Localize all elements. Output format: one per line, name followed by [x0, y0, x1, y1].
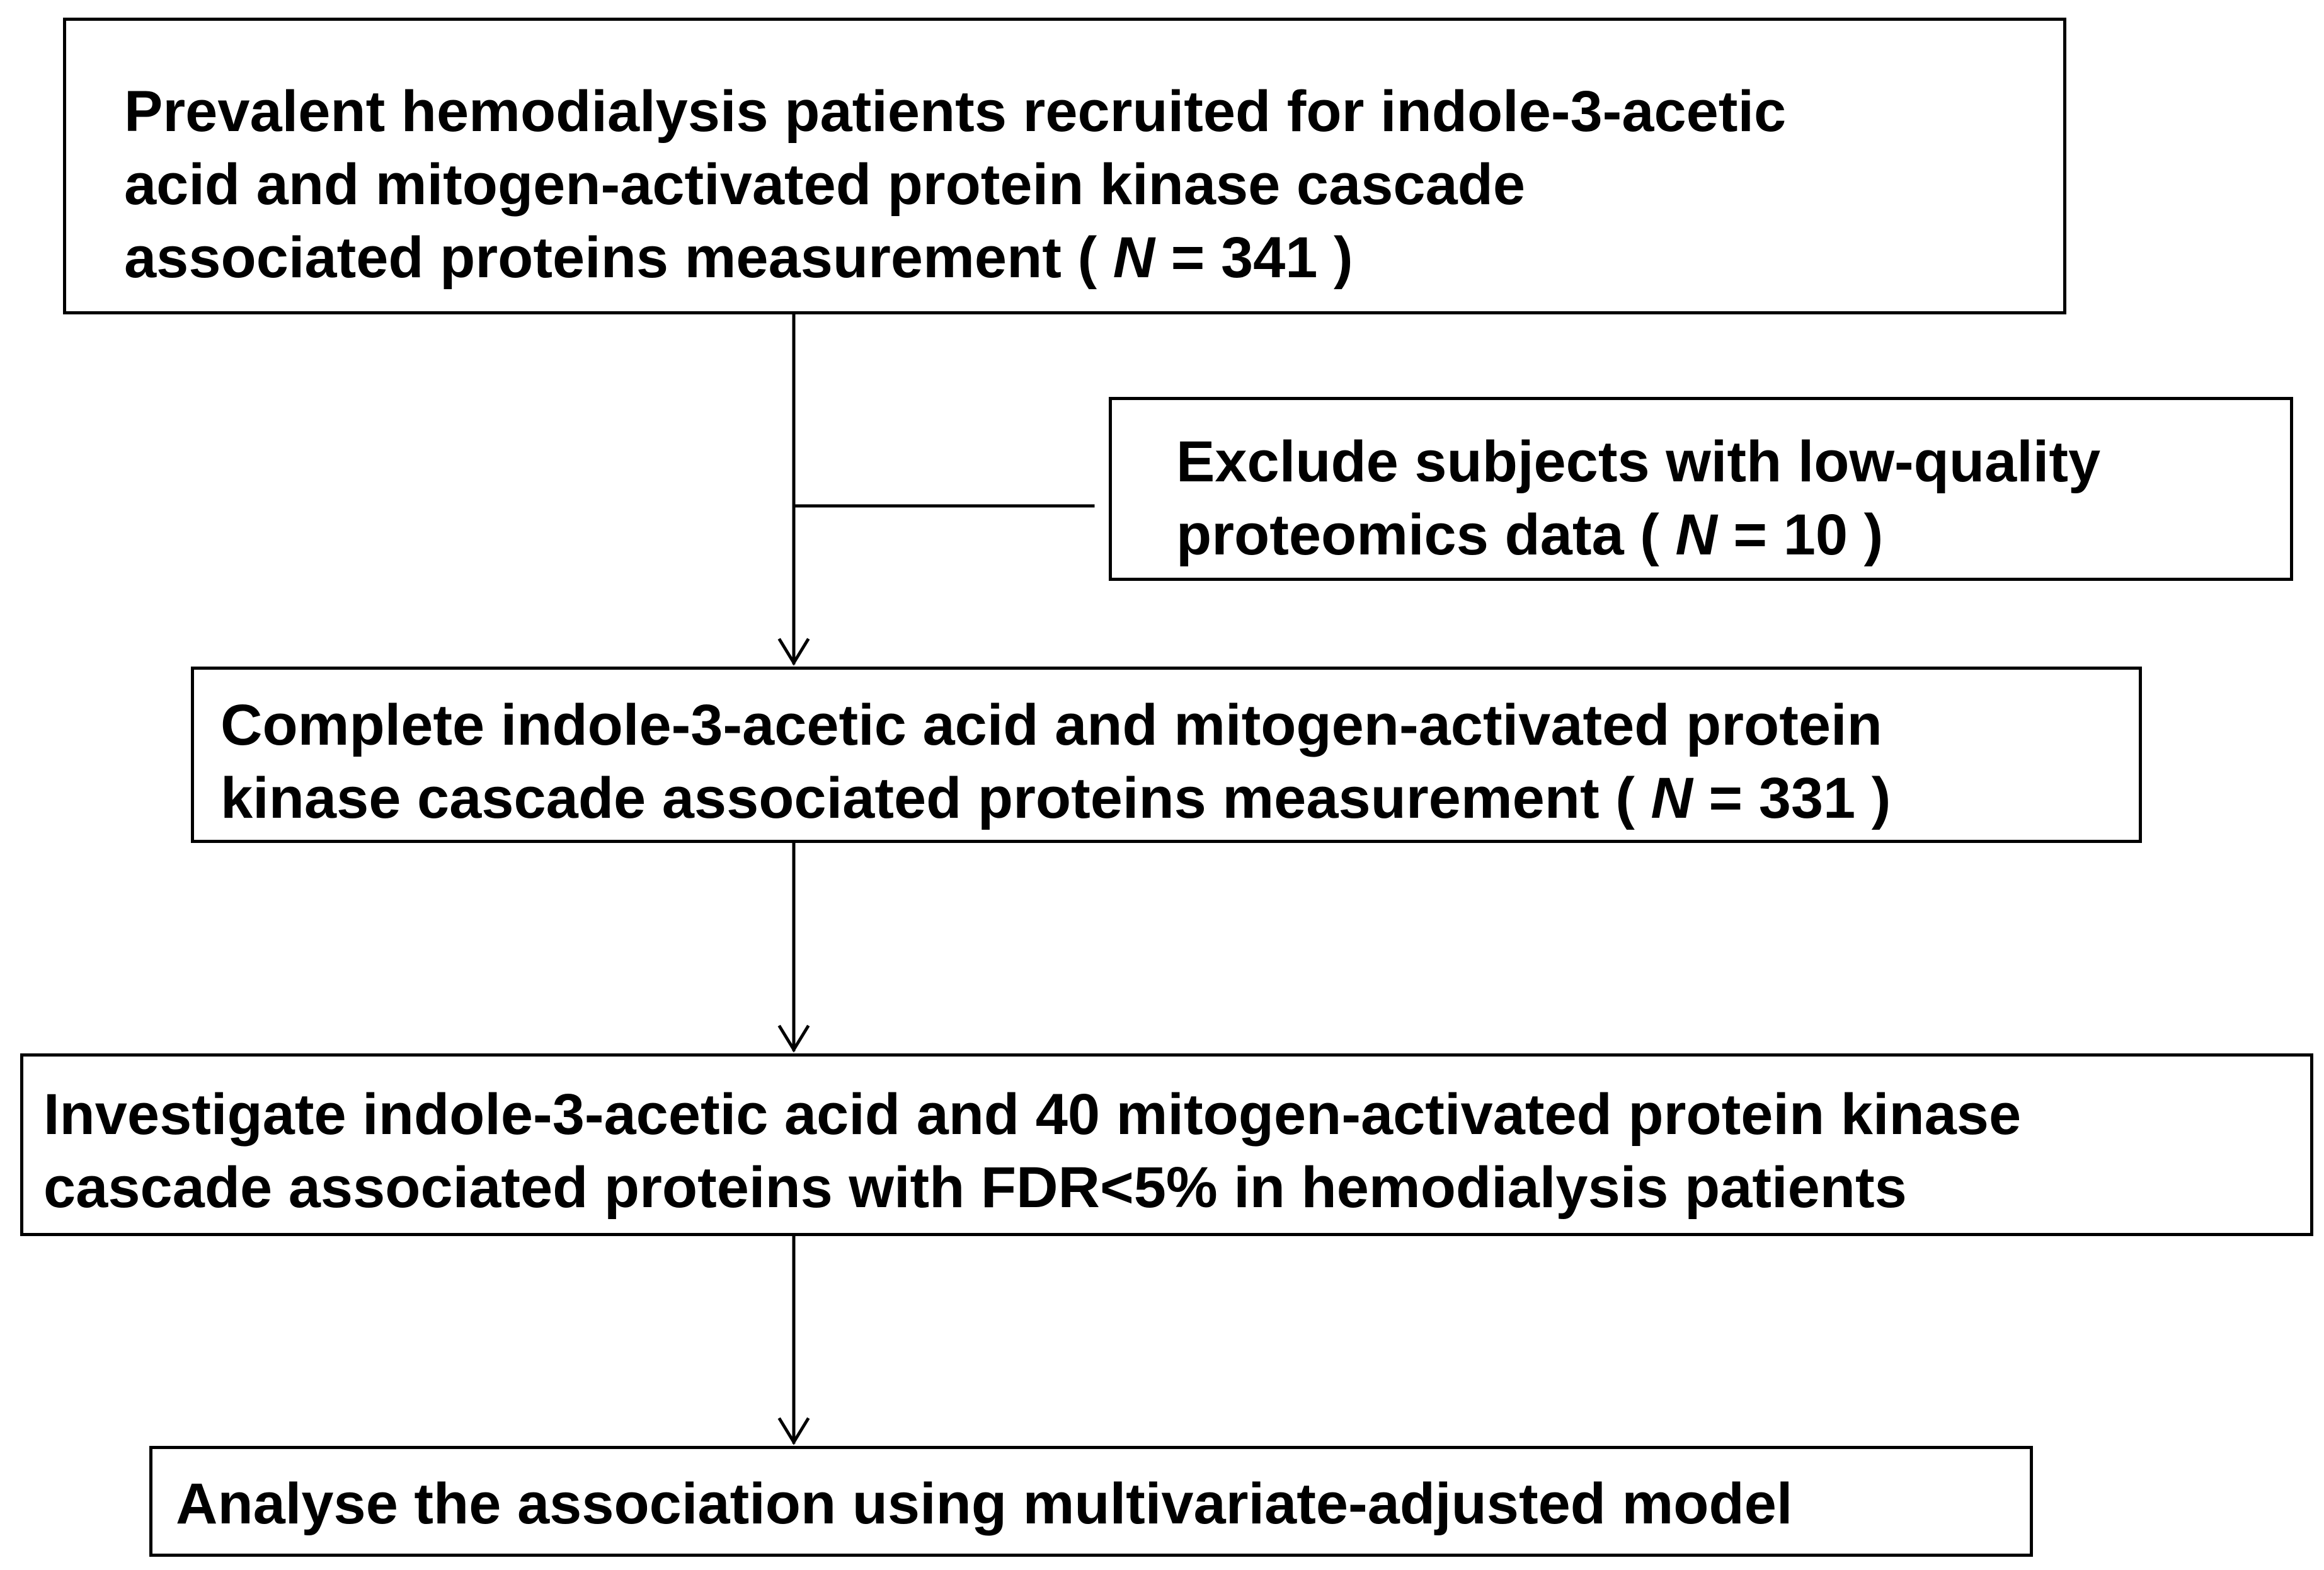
enrolled-line-3-text: associated proteins measurement (	[124, 226, 1113, 290]
complete-line-1: Complete indole-3-acetic acid and mitogen-activated protein	[220, 693, 1882, 757]
analyse-line-1: Analyse the association using multivariate-adjusted model	[176, 1472, 1793, 1536]
excluded-line-2	[1176, 498, 2290, 571]
complete-line-2-text: kinase cascade associated proteins measurement (	[220, 766, 1651, 830]
arrowhead-to-complete	[780, 640, 808, 663]
arrowhead-to-analyse	[780, 1419, 808, 1442]
excluded-line-2-text: proteomics data (	[1176, 503, 1676, 567]
analyse-association-box	[149, 1446, 2033, 1557]
complete-n-count: = 331 )	[1692, 766, 1891, 830]
enrolled-patients-box	[63, 18, 2066, 314]
complete-measurement-box	[191, 667, 2142, 843]
complete-n-label: N	[1651, 766, 1693, 830]
investigate-line-2: cascade associated proteins with FDR<5% in hemodialysis patients	[43, 1155, 1907, 1220]
enrolled-line-2: acid and mitogen-activated protein kinase cascade	[124, 152, 1526, 217]
enrolled-n-count: = 341 )	[1155, 226, 1353, 290]
complete-line-2	[220, 762, 2139, 835]
excluded-subjects-box	[1109, 397, 2293, 581]
excluded-n-label: N	[1675, 503, 1717, 567]
investigate-line-1: Investigate indole-3-acetic acid and 40 mitogen-activated protein kinase	[43, 1082, 2022, 1147]
enrolled-line-1: Prevalent hemodialysis patients recruited for indole-3-acetic	[124, 79, 1787, 144]
excluded-n-count: = 10 )	[1717, 503, 1884, 567]
excluded-line-1: Exclude subjects with low-quality	[1176, 430, 2101, 494]
enrolled-n-label: N	[1113, 226, 1155, 290]
arrowhead-to-investigate	[780, 1027, 808, 1050]
enrolled-line-3	[124, 221, 2063, 294]
investigate-proteins-box	[20, 1053, 2313, 1236]
